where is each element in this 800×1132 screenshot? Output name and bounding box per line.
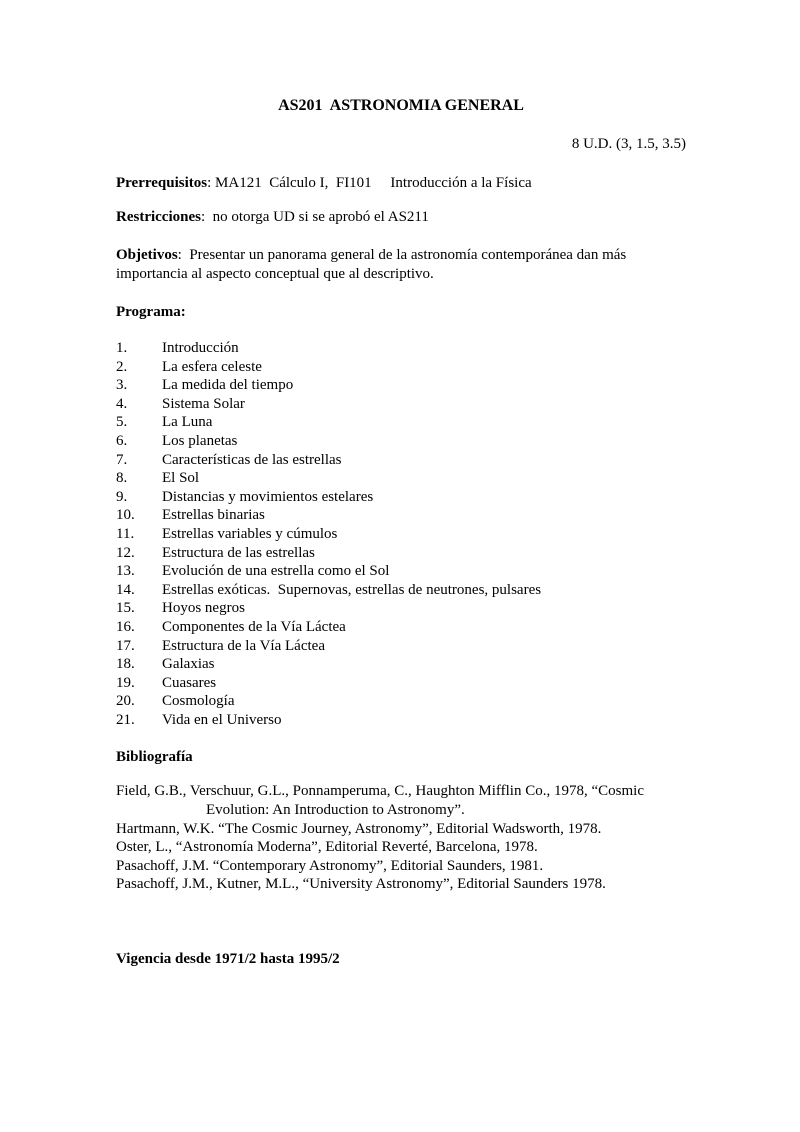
program-item: [116, 358, 686, 377]
program-item: [116, 618, 686, 637]
program-item-number: 14.: [116, 581, 135, 598]
restrictions-label: Restricciones: [116, 209, 201, 225]
program-item-number: 11.: [116, 525, 135, 542]
program-item-number: 13.: [116, 563, 135, 580]
program-item-text: Los planetas: [162, 432, 238, 449]
program-item-text: Galaxias: [162, 656, 215, 673]
bibliography-entry: Pasachoff, J.M., Kutner, M.L., “University Astronomy”, Editorial Saunders 1978.: [116, 876, 606, 893]
program-item-number: 10.: [116, 507, 135, 524]
validity-statement: Vigencia desde 1971/2 hasta 1995/2: [116, 951, 340, 968]
program-item-text: Características de las estrellas: [162, 451, 342, 468]
program-item: [116, 395, 686, 414]
program-item-number: 4.: [116, 395, 128, 412]
program-item-text: Sistema Solar: [162, 395, 245, 412]
program-item-text: El Sol: [162, 470, 200, 487]
program-item: [116, 599, 686, 618]
objectives-paragraph: [116, 246, 686, 284]
program-item-text: La medida del tiempo: [162, 377, 294, 394]
program-item-text: Evolución de una estrella como el Sol: [162, 563, 390, 580]
program-item-number: 2.: [116, 358, 128, 375]
program-item-text: Estructura de las estrellas: [162, 544, 315, 561]
prerequisites-line: [116, 174, 686, 193]
program-list: [116, 339, 686, 729]
program-item-number: 6.: [116, 432, 128, 449]
program-item: [116, 544, 686, 563]
program-item-number: 9.: [116, 488, 128, 505]
program-item-text: Estructura de la Vía Láctea: [162, 637, 325, 654]
restrictions-value: : no otorga UD si se aprobó el AS211: [200, 209, 429, 225]
restrictions-line: [116, 208, 686, 227]
program-item-number: 7.: [116, 451, 128, 468]
program-item-text: Cosmología: [162, 693, 235, 710]
bibliography-heading: Bibliografía: [116, 749, 193, 766]
program-item: [116, 692, 686, 711]
program-item-number: 20.: [116, 693, 135, 710]
bibliography-entry-continuation: Evolution: An Introduction to Astronomy”.: [206, 802, 465, 819]
program-item-number: 8.: [116, 470, 128, 487]
program-item: [116, 451, 686, 470]
program-item: [116, 376, 686, 395]
program-item-number: 17.: [116, 637, 135, 654]
program-item: [116, 488, 686, 507]
program-item: [116, 711, 686, 730]
program-item-text: Distancias y movimientos estelares: [162, 488, 374, 505]
program-item-text: Estrellas binarias: [162, 507, 265, 524]
program-item-number: 1.: [116, 340, 128, 356]
program-item-text: Introducción: [162, 340, 239, 356]
prerequisites-label: Prerrequisitos: [116, 175, 208, 191]
program-item: [116, 562, 686, 581]
course-title: AS201 ASTRONOMIA GENERAL: [278, 97, 524, 114]
program-item: [116, 674, 686, 693]
program-item: [116, 525, 686, 544]
credits-units: 8 U.D. (3, 1.5, 3.5): [571, 136, 686, 152]
program-item-number: 3.: [116, 377, 128, 394]
program-item-text: Componentes de la Vía Láctea: [162, 618, 346, 635]
program-item-text: La Luna: [162, 414, 213, 431]
program-item: [116, 655, 686, 674]
program-item-text: Estrellas variables y cúmulos: [162, 525, 338, 542]
program-item-text: Hoyos negros: [162, 600, 245, 617]
program-item: [116, 432, 686, 451]
program-item-text: Cuasares: [162, 674, 217, 691]
program-item: [116, 413, 686, 432]
prerequisites-value: : MA121 Cálculo I, FI101 Introducción a la Física: [207, 175, 532, 191]
bibliography-entry: Oster, L., “Astronomía Moderna”, Editorial Reverté, Barcelona, 1978.: [116, 839, 538, 856]
bibliography-entry: Hartmann, W.K. “The Cosmic Journey, Astronomy”, Editorial Wadsworth, 1978.: [116, 820, 602, 837]
bibliography-entry: Field, G.B., Verschuur, G.L., Ponnamperuma, C., Haughton Mifflin Co., 1978, “Cosmic: [116, 783, 644, 800]
program-item-text: Vida en el Universo: [162, 711, 282, 728]
program-item-number: 12.: [116, 544, 135, 561]
bibliography-entry: Pasachoff, J.M. “Contemporary Astronomy”, Editorial Saunders, 1981.: [116, 857, 544, 874]
bibliography-list: [116, 782, 686, 894]
program-item: [116, 581, 686, 600]
program-item: [116, 637, 686, 656]
program-item: [116, 506, 686, 525]
objectives-label: Objetivos: [116, 247, 178, 263]
program-item-number: 19.: [116, 674, 135, 691]
program-item: [116, 469, 686, 488]
program-item-number: 21.: [116, 711, 135, 728]
program-item-number: 16.: [116, 618, 135, 635]
program-item-text: Estrellas exóticas. Supernovas, estrellas de neutrones, pulsares: [162, 581, 542, 598]
program-item-number: 18.: [116, 656, 135, 673]
program-heading: Programa:: [116, 304, 186, 320]
program-item: [116, 339, 686, 358]
program-item-number: 5.: [116, 414, 128, 431]
program-item-text: La esfera celeste: [162, 358, 262, 375]
program-item-number: 15.: [116, 600, 135, 617]
objectives-value: : Presentar un panorama general de la astronomía contemporánea dan más importancia al aspecto conceptual que al descriptivo.: [116, 247, 630, 282]
